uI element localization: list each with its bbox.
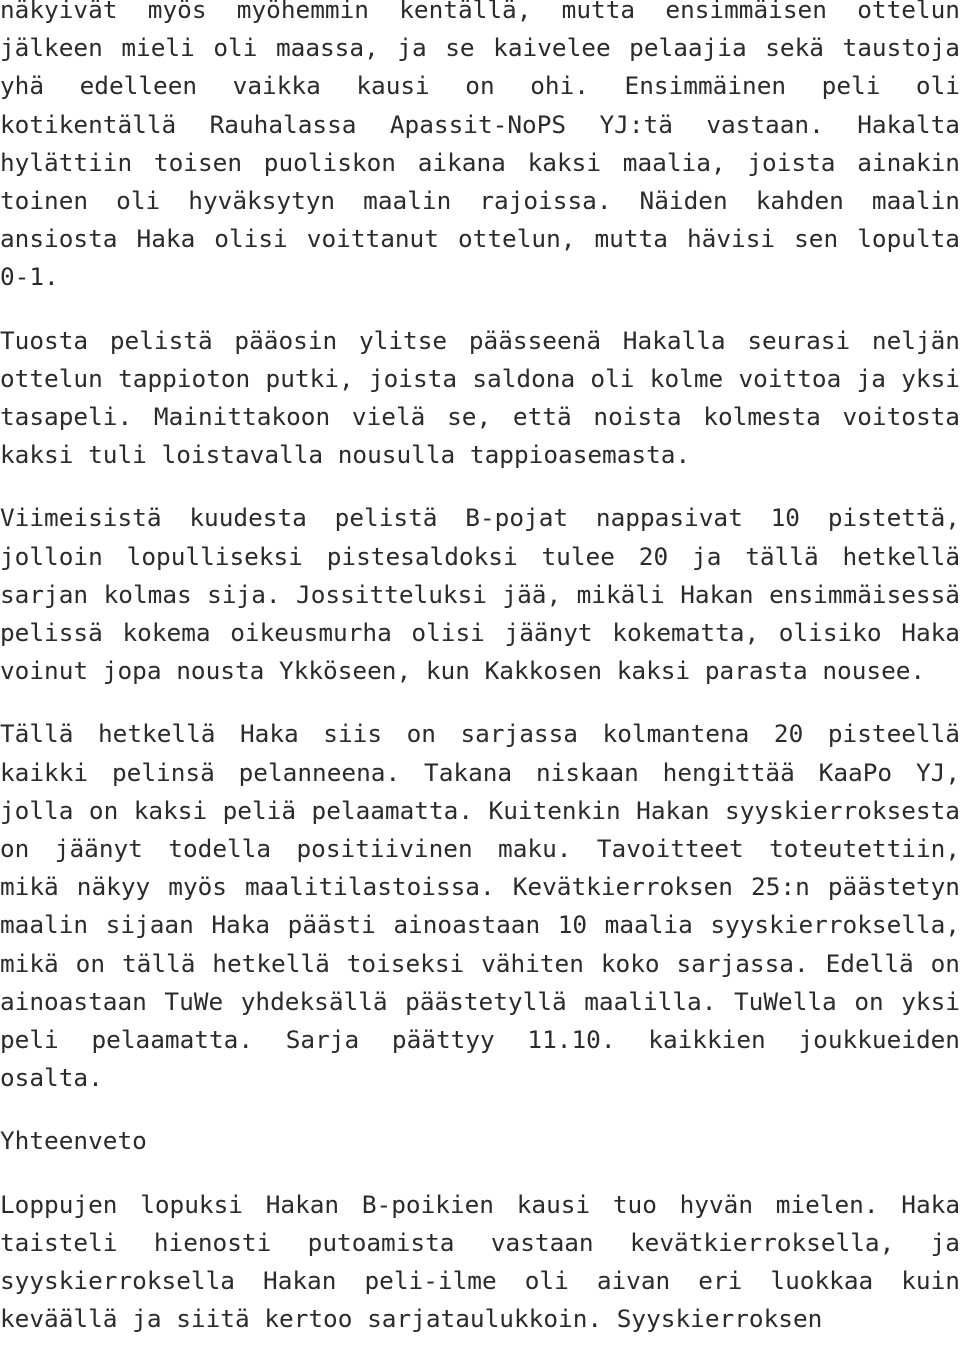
section-heading-summary: Yhteenveto [0, 1126, 147, 1156]
paragraph-unbeaten-run: Tuosta pelistä pääosin ylitse päässeenä Hakalla seurasi neljän ottelun tappioton putki, joista saldona oli kolme voittoa ja yksi tasapeli. Mainittakoon vielä se, että noista kolmesta voitosta kaksi tuli loistavalla nousulla tappioasemasta. [0, 325, 960, 470]
paragraph-first-game: näkyivät myös myöhemmin kentällä, mutta ensimmäisen ottelun jälkeen mieli oli maassa, ja se kaivelee pelaajia sekä taustoja yhä edelleen vaikka kausi on ohi. Ensimmäinen peli oli kotikentällä Rauhalassa Apassit-NoPS YJ:tä vastaan. Hakalta hylättiin toisen puoliskon aikana kaksi maalia, joista ainakin toinen oli hyväksytyn maalin rajoissa. Näiden kahden maalin ansiosta Haka olisi voittanut ottelun, mutta hävisi sen lopulta 0-1. [0, 0, 960, 292]
paragraph-final-points: Viimeisistä kuudesta pelistä B-pojat nappasivat 10 pistettä, jolloin lopulliseksi pistesaldoksi tulee 20 ja tällä hetkellä sarjan kolmas sija. Jossitteluksi jää, mikäli Hakan ensimmäisessä pelissä kokema oikeusmurha olisi jäänyt kokematta, olisiko Haka voinut jopa nousta Ykköseen, kun Kakkosen kaksi parasta nousee. [0, 503, 960, 686]
paragraph-summary: Loppujen lopuksi Hakan B-poikien kausi tuo hyvän mielen. Haka taisteli hienosti putoamista vastaan kevätkierroksella, ja syyskierroksella Hakan peli-ilme oli aivan eri luokkaa kuin keväällä ja siitä kertoo sarjataulukkoin. Syyskierroksen [0, 1189, 960, 1334]
paragraph-league-standing: Tällä hetkellä Haka siis on sarjassa kolmantena 20 pisteellä kaikki pelinsä pelanneena. Takana niskaan hengittää KaaPo YJ, jolla on kaksi peliä pelaamatta. Kuitenkin Hakan syyskierroksesta on jäänyt todella positiivinen maku. Tavoitteet toteutettiin, mikä näkyy myös maalitilastoissa. Kevätkierroksen 25:n päästetyn maalin sijaan Haka päästi ainoastaan 10 maalia syyskierroksella, mikä on tällä hetkellä toiseksi vähiten koko sarjassa. Edellä on ainoastaan TuWe yhdeksällä päästetyllä maalilla. TuWella on yksi peli pelaamatta. Sarja päättyy 11.10. kaikkien joukkueiden osalta. [0, 719, 960, 1093]
